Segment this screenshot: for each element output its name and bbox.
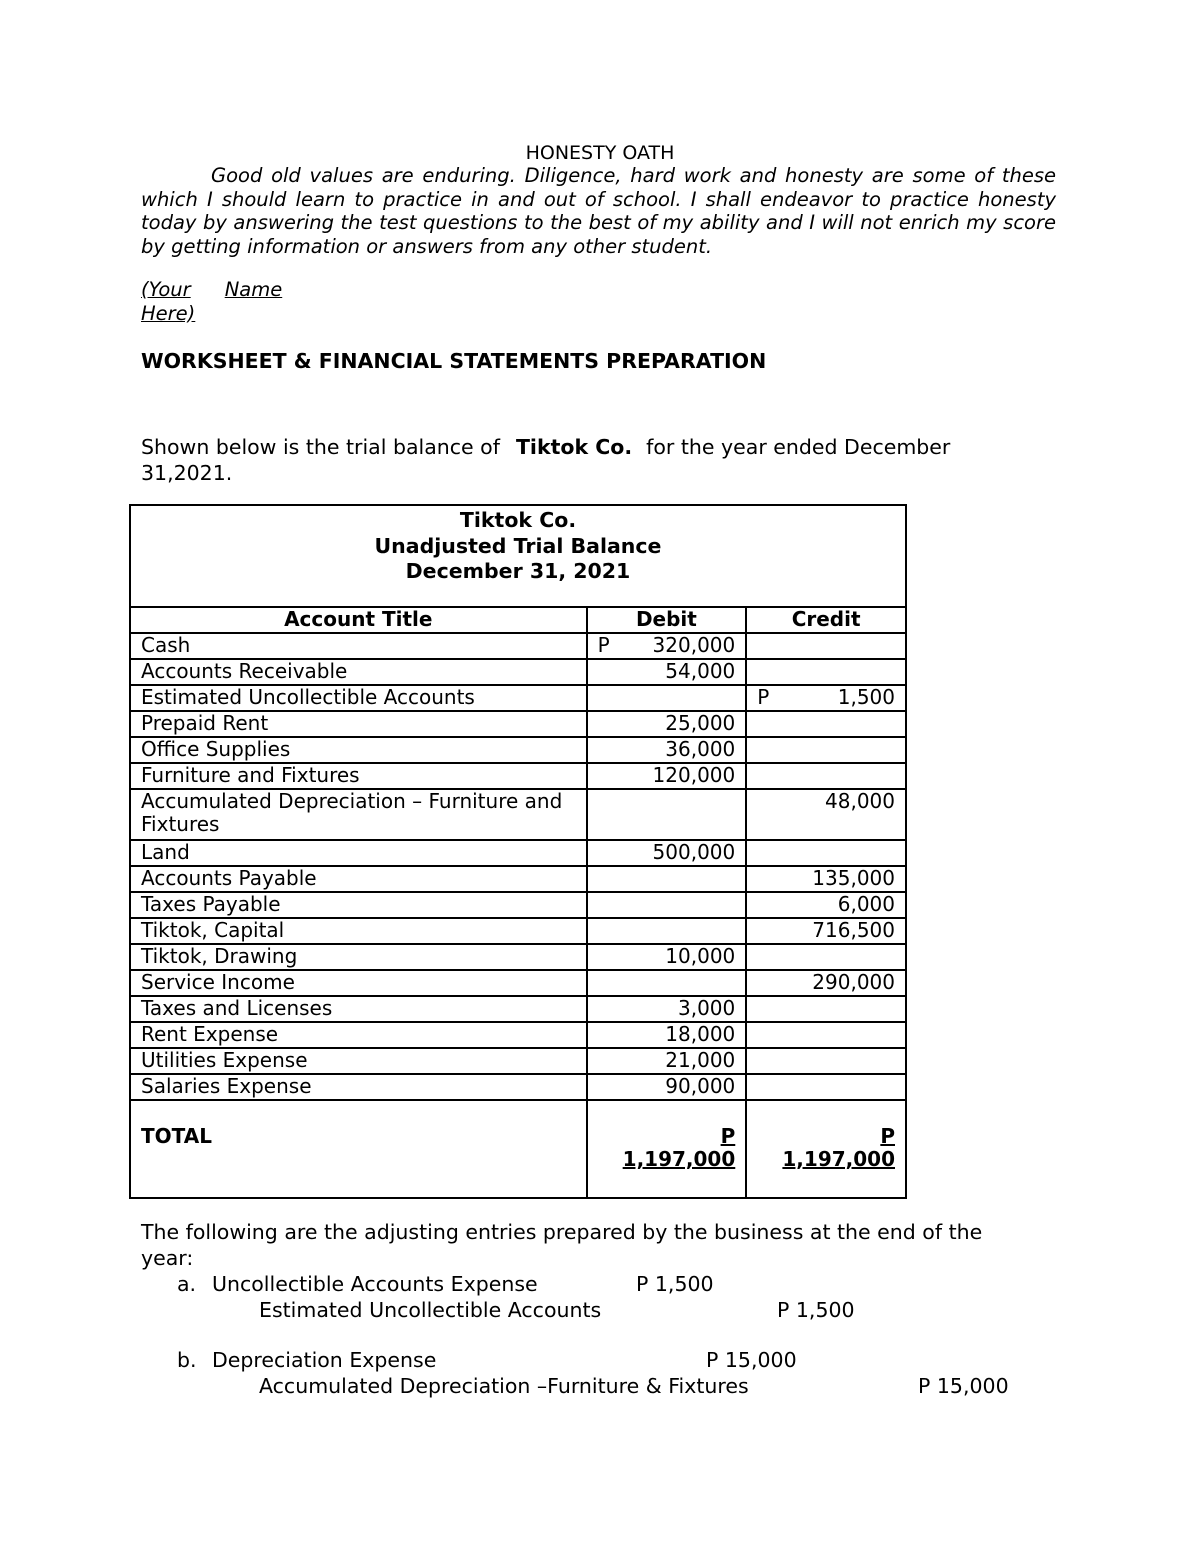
intro-company: Tiktok Co. [515,435,633,459]
credit-cell [746,1022,906,1048]
table-row [130,659,906,685]
table-row [130,763,906,789]
debit-cell [587,840,747,866]
table-header-row [130,607,906,633]
debit-cell-amount: 36,000 [665,737,736,761]
total-debit-prefix: P [720,1124,736,1148]
debit-cell-amount: 3,000 [678,996,736,1020]
debit-cell-prefix: P [597,633,610,657]
credit-cell [746,1048,906,1074]
debit-cell [587,685,747,711]
debit-cell [587,711,747,737]
debit-cell-amount: 500,000 [652,840,736,864]
credit-cell-amount: 290,000 [812,970,895,994]
debit-cell [587,789,747,840]
column-header-credit: Credit [746,607,906,633]
debit-cell [587,918,747,944]
table-row [130,685,906,711]
table-row [130,996,906,1022]
debit-cell-amount: 10,000 [665,944,736,968]
credit-cell [746,840,906,866]
account-title-cell: Taxes Payable [130,892,587,918]
account-title-cell: Accumulated Depreciation – Furniture and Fixtures [130,789,587,840]
account-title-cell: Estimated Uncollectible Accounts [130,685,587,711]
account-title-cell: Office Supplies [130,737,587,763]
account-title-cell: Prepaid Rent [130,711,587,737]
total-credit-prefix: P [880,1124,895,1148]
credit-cell [746,659,906,685]
account-title-cell: Tiktok, Drawing [130,944,587,970]
account-title-cell: Cash [130,633,587,659]
table-row [130,789,906,840]
table-row [130,633,906,659]
credit-cell [746,996,906,1022]
entry-b-marker: b. [177,1348,197,1372]
oath-name-part3: Here) [141,301,196,325]
credit-cell-amount: 6,000 [837,892,895,916]
credit-cell [746,633,906,659]
table-row [130,970,906,996]
oath-name-part1: (Your [141,278,191,301]
debit-cell [587,866,747,892]
credit-cell [746,892,906,918]
account-title-cell: Accounts Receivable [130,659,587,685]
total-row [130,1100,906,1198]
account-title-cell: Taxes and Licenses [130,996,587,1022]
debit-cell [587,633,747,659]
adjustments-intro: The following are the adjusting entries prepared by the business at the end of the year: [141,1220,983,1270]
trial-balance-table [129,504,907,1199]
credit-cell [746,1074,906,1100]
credit-cell [746,970,906,996]
credit-cell [746,763,906,789]
account-title-cell: Land [130,840,587,866]
entry-b-credit-account: Accumulated Depreciation –Furniture & Fixtures [259,1374,749,1398]
table-row [130,1074,906,1100]
credit-cell-amount: 135,000 [812,866,895,890]
trial-balance-header [130,505,906,607]
entry-b-debit-account: Depreciation Expense [212,1348,437,1372]
credit-cell [746,944,906,970]
debit-cell-amount: 54,000 [665,659,736,683]
entry-a-marker: a. [177,1272,197,1296]
credit-cell [746,711,906,737]
table-row [130,711,906,737]
debit-cell [587,996,747,1022]
debit-cell-amount: 18,000 [665,1022,736,1046]
debit-cell [587,1048,747,1074]
credit-cell-amount: 48,000 [825,789,895,813]
entry-a-credit-account: Estimated Uncollectible Accounts [259,1298,602,1322]
column-header-debit: Debit [587,607,747,633]
oath-name-part2: Name [224,278,283,301]
entry-b-credit-amount: P 15,000 [918,1374,1009,1398]
total-debit-amount: 1,197,000 [622,1147,736,1171]
debit-cell-amount: 320,000 [652,633,736,657]
credit-cell-amount: 716,500 [812,918,895,942]
table-row [130,944,906,970]
tb-date: December 31, 2021 [405,559,631,583]
entry-a-debit-account: Uncollectible Accounts Expense [212,1272,538,1296]
account-title-cell: Utilities Expense [130,1048,587,1074]
total-credit-amount: 1,197,000 [782,1147,895,1171]
debit-cell-amount: 120,000 [652,763,736,787]
debit-cell-amount: 25,000 [665,711,736,735]
entry-b-debit-amount: P 15,000 [706,1348,797,1372]
debit-cell [587,970,747,996]
account-title-cell: Service Income [130,970,587,996]
oath-name-line [141,278,1056,325]
debit-cell [587,659,747,685]
total-debit [587,1100,747,1198]
table-row [130,918,906,944]
debit-cell [587,737,747,763]
credit-cell-prefix: P [757,685,770,709]
credit-cell [746,866,906,892]
tb-company: Tiktok Co. [459,508,577,532]
table-row [130,840,906,866]
total-label: TOTAL [130,1100,587,1198]
account-title-cell: Salaries Expense [130,1074,587,1100]
table-row [130,866,906,892]
intro-after: for the year ended December 31,2021. [141,435,951,485]
credit-cell [746,789,906,840]
total-credit [746,1100,906,1198]
entry-a-debit-amount: P 1,500 [636,1272,714,1296]
tb-title: Unadjusted Trial Balance [374,533,662,558]
oath-title: HONESTY OATH [525,142,675,164]
column-header-account: Account Title [130,607,587,633]
credit-cell [746,685,906,711]
debit-cell [587,1074,747,1100]
intro-before: Shown below is the trial balance of [141,435,500,459]
debit-cell-amount: 90,000 [665,1074,736,1098]
credit-cell-amount: 1,500 [837,685,895,709]
table-row [130,1022,906,1048]
table-row [130,1048,906,1074]
oath-body: Good old values are enduring. Diligence, hard work and honesty are some of these which I should learn to practice in and out of school. I shall endeavor to practice honesty today by answering the test questions to the best of my ability and I will not enrich my score by getting information or answers from any other student. [141,164,1056,258]
account-title-cell: Tiktok, Capital [130,918,587,944]
credit-cell [746,918,906,944]
worksheet-heading: WORKSHEET & FINANCIAL STATEMENTS PREPARATION [141,349,767,373]
account-title-cell: Accounts Payable [130,866,587,892]
debit-cell [587,892,747,918]
table-row [130,737,906,763]
debit-cell [587,763,747,789]
worksheet-intro [141,434,1041,486]
table-row [130,892,906,918]
debit-cell [587,944,747,970]
account-title-cell: Rent Expense [130,1022,587,1048]
debit-cell [587,1022,747,1048]
debit-cell-amount: 21,000 [665,1048,736,1072]
entry-a-credit-amount: P 1,500 [777,1298,855,1322]
credit-cell [746,737,906,763]
account-title-cell: Furniture and Fixtures [130,763,587,789]
